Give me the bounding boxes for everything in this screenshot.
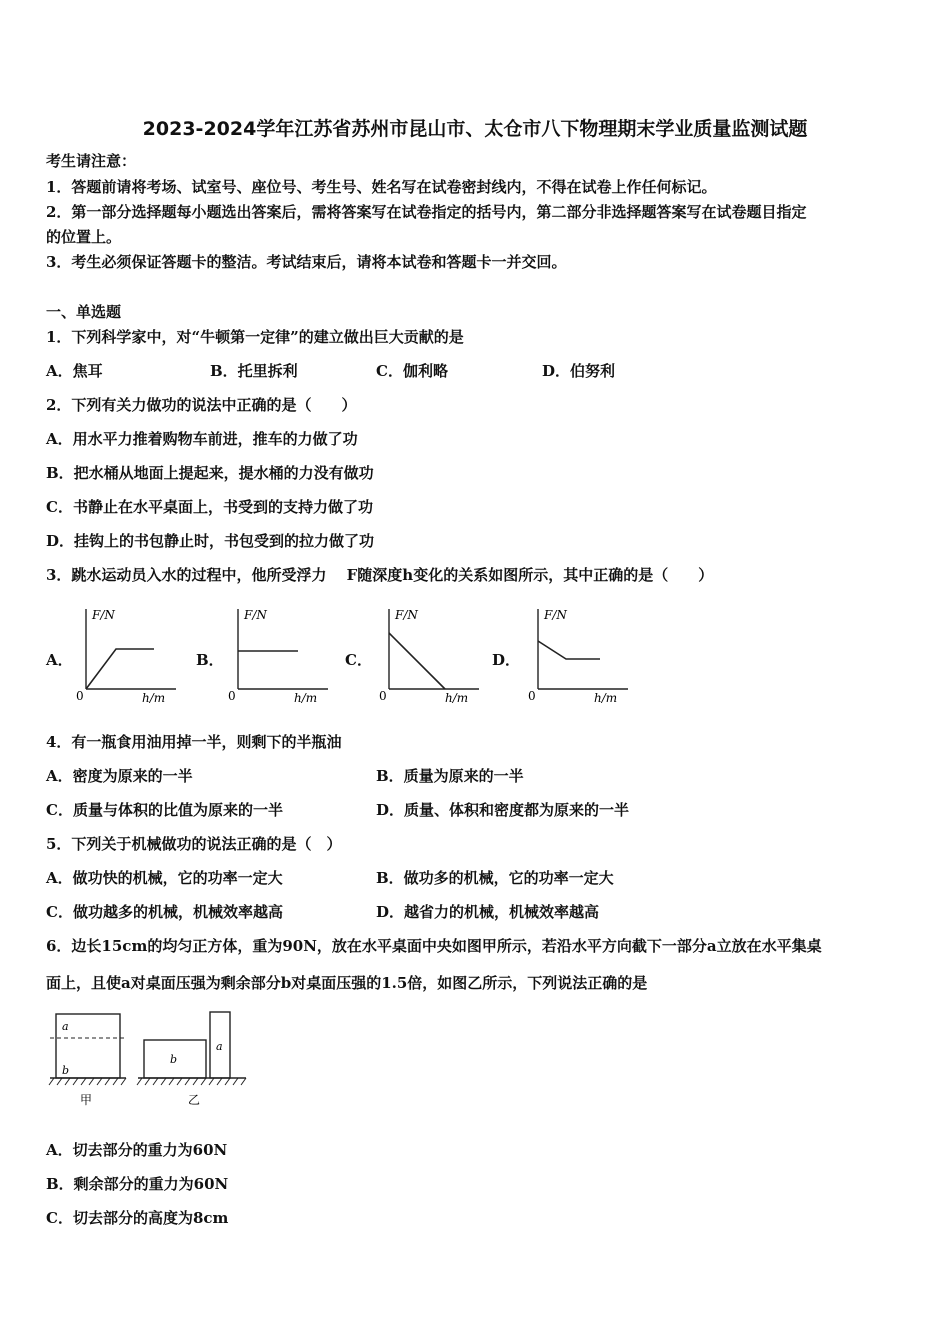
x-axis-label: h/m <box>142 691 166 705</box>
q5-option-b: B．做功多的机械，它的功率一定大 <box>376 869 614 887</box>
block-b-label: b <box>62 1064 70 1077</box>
q3-graph-d <box>522 603 632 705</box>
notice-item: 3．考生必须保证答题卡的整洁。考试结束后，请将本试卷和答题卡一并交回。 <box>46 253 567 271</box>
origin-label: 0 <box>379 689 387 703</box>
y-axis-label: F/N <box>244 608 267 622</box>
q2-option-d: D．挂钩上的书包静止时，书包受到的拉力做了功 <box>46 532 375 550</box>
page-title: 2023-2024学年江苏省苏州市昆山市、太仓市八下物理期末学业质量监测试题 <box>142 118 808 140</box>
origin-label: 0 <box>76 689 84 703</box>
y-axis-label: F/N <box>544 608 567 622</box>
question-4-stem: 4．有一瓶食用油用掉一半，则剩下的半瓶油 <box>46 733 342 751</box>
question-3-stem: 3．跳水运动员入水的过程中，他所受浮力 F随深度h变化的关系如图所示，其中正确的是（ ） <box>46 566 714 584</box>
q5-option-c: C．做功越多的机械，机械效率越高 <box>46 903 283 921</box>
q3-graph-b <box>222 603 332 705</box>
q3-graph-a <box>70 603 180 705</box>
x-axis-label: h/m <box>594 691 618 705</box>
y-axis-label: F/N <box>92 608 115 622</box>
origin-label: 0 <box>228 689 236 703</box>
caption-jia: 甲 <box>80 1093 93 1107</box>
q4-option-d: D．质量、体积和密度都为原来的一半 <box>376 801 630 819</box>
q2-option-a: A．用水平力推着购物车前进，推车的力做了功 <box>46 430 358 448</box>
q6-option-a: A．切去部分的重力为60N <box>46 1141 228 1159</box>
question-1-stem: 1．下列科学家中，对“牛顿第一定律”的建立做出巨大贡献的是 <box>46 328 464 346</box>
caption-yi: 乙 <box>188 1093 201 1107</box>
q3-label-b: B． <box>196 651 224 669</box>
q3-label-a: A． <box>46 651 73 669</box>
q1-option-c: C．伽利略 <box>376 362 448 380</box>
x-axis-label: h/m <box>445 691 469 705</box>
q5-option-a: A．做功快的机械，它的功率一定大 <box>46 869 283 887</box>
notice-heading: 考生请注意： <box>46 152 137 170</box>
q3-label-d: D． <box>492 651 521 669</box>
q4-option-a: A．密度为原来的一半 <box>46 767 193 785</box>
question-6-stem-continued: 面上，且使a对桌面压强为剩余部分b对桌面压强的1.5倍，如图乙所示，下列说法正确的是 <box>46 974 648 992</box>
notice-item: 的位置上。 <box>46 228 122 246</box>
notice-item: 1．答题前请将考场、试室号、座位号、考生号、姓名写在试卷密封线内，不得在试卷上作任何标记。 <box>46 178 717 196</box>
section-heading: 一、单选题 <box>46 303 122 321</box>
notice-item: 2．第一部分选择题每小题选出答案后，需将答案写在试卷指定的括号内，第二部分非选择题答案写在试卷题目指定 <box>46 203 807 221</box>
block-b-label: b <box>170 1053 178 1066</box>
question-2-stem: 2．下列有关力做功的说法中正确的是（ ） <box>46 396 357 414</box>
q1-option-d: D．伯努利 <box>542 362 616 380</box>
q1-option-b: B．托里拆利 <box>210 362 298 380</box>
q6-option-b: B．剩余部分的重力为60N <box>46 1175 229 1193</box>
q3-label-c: C． <box>345 651 372 669</box>
block-a-label: a <box>62 1020 69 1033</box>
x-axis-label: h/m <box>294 691 318 705</box>
q6-option-c: C．切去部分的高度为8cm <box>46 1209 229 1227</box>
q5-option-d: D．越省力的机械，机械效率越高 <box>376 903 600 921</box>
q2-option-b: B．把水桶从地面上提起来，提水桶的力没有做功 <box>46 464 374 482</box>
q4-option-c: C．质量与体积的比值为原来的一半 <box>46 801 283 819</box>
block-a-label: a <box>216 1040 223 1053</box>
q2-option-c: C．书静止在水平桌面上，书受到的支持力做了功 <box>46 498 373 516</box>
question-6-stem: 6．边长15cm的均匀正方体，重为90N，放在水平桌面中央如图甲所示，若沿水平方向截下一部分a立放在水平集桌 <box>46 937 822 955</box>
q1-option-a: A．焦耳 <box>46 362 103 380</box>
question-5-stem: 5．下列关于机械做功的说法正确的是（ ） <box>46 835 342 853</box>
origin-label: 0 <box>528 689 536 703</box>
q3-graph-c <box>373 603 483 705</box>
q4-option-b: B．质量为原来的一半 <box>376 767 524 785</box>
q6-figure <box>46 1008 256 1110</box>
y-axis-label: F/N <box>395 608 418 622</box>
